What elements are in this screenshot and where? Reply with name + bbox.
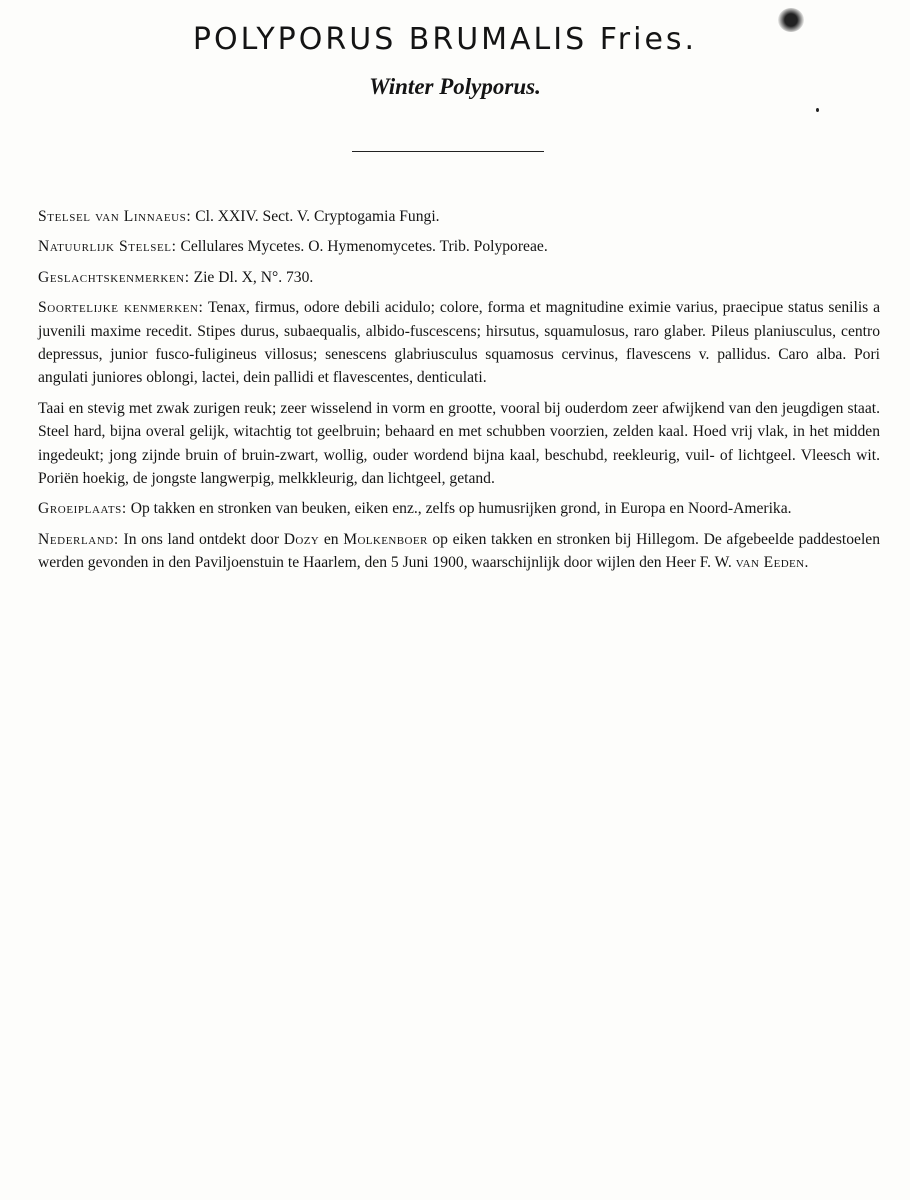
section-text: Tenax, firmus, odore debili acidulo; colore, forma et magnitudine eximie varius, praecipue status senilis a juvenili maxime recedit. Stipes durus, subaequalis, albido-fuscescens; hirsutus, squamulosus, raro glaber. Pileus planiusculus, centro depressus, junior fusco-fuligineus villosus; senescens glabriusculus squamosus cervinus, flavescens v. pallidus. Caro alba. Pori angulati juniores oblongi, lactei, dein pallidi et flavescentes, denticulati. [38, 299, 881, 387]
section-label: Natuurlijk Stelsel: [38, 238, 177, 256]
section-text: Op takken en stronken van beuken, eiken enz., zelfs op humusrijken grond, in Europa en Noord-Amerika. [126, 500, 792, 518]
section-geslachtskenmerken [38, 266, 880, 289]
section-label: Groeiplaats: [38, 500, 127, 518]
section-text: op eiken takken en stronken bij Hillegom. De afgebeelde paddestoelen werden gevonden in den Paviljoenstuin te Haarlem, den 5 Juni 1900, waarschijnlijk door wijlen den Heer F. W. [38, 530, 880, 572]
page-subtitle: Winter Polyporus. [369, 74, 541, 99]
section-groeiplaats [38, 497, 880, 520]
section-text: Cl. XXIV. Sect. V. Cryptogamia Fungi. [191, 208, 440, 225]
title-divider [352, 151, 544, 152]
page-title: POLYPORUS BRUMALIS Fries. [192, 22, 698, 57]
section-label: Nederland: [38, 530, 119, 548]
section-text: Cellulares Mycetes. O. Hymenomycetes. Trib. Polyporeae. [176, 238, 548, 256]
section-natuurlijk-stelsel [38, 235, 880, 258]
section-nederland [38, 528, 880, 575]
section-dutch-description: Taai en stevig met zwak zurigen reuk; zeer wisselend in vorm en grootte, vooral bij ouderdom zeer afwijkend van den jeugdigen staat. Steel hard, bijna overal gelijk, witachtig tot geelbruin; behaard en met schubben voorzien, zelden kaal. Hoed vrij vlak, in het midden ingedeukt; jong zijnde bruin of bruin-zwart, wollig, ouder wordend bijna kaal, beschubd, reekleurig, vuil- of lichtgeel. Vleesch wit. Poriën hoekig, de jongste langwerpig, melkkleurig, dan lichtgeel, getand. [38, 399, 880, 488]
person-name: Molkenboer [343, 530, 428, 548]
section-text: en [319, 530, 344, 548]
person-name: van Eeden [735, 554, 805, 572]
section-text: In ons land ontdekt door [118, 530, 284, 548]
section-soortelijke-kenmerken [38, 296, 880, 390]
section-label: Stelsel van Linnaeus: [38, 208, 192, 225]
section-stelsel-linnaeus [38, 205, 880, 228]
person-name: Dozy [283, 530, 320, 548]
section-text: . [804, 554, 809, 572]
section-label: Geslachtskenmerken: [38, 268, 190, 286]
document-body [38, 205, 880, 582]
section-label: Soortelijke kenmerken: [38, 299, 204, 317]
ink-speck [816, 108, 819, 112]
section-text: Zie Dl. X, N°. 730. [189, 268, 314, 286]
